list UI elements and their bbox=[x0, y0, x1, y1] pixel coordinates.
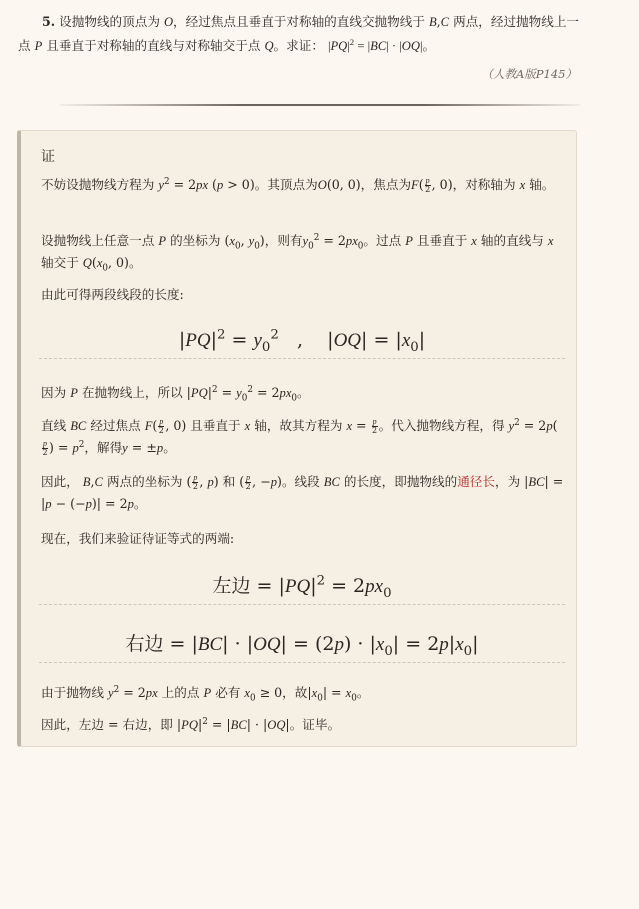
proof-box bbox=[17, 130, 577, 747]
proof-paragraph-2: 设抛物线上任意一点 P 的坐标为 ($x_0$, $y_0$)，则有$y_0^2 = 2px_0$。过点 P 且垂直于 x 轴的直线与 x 轴交于 $Q(x_0$, 0)。 bbox=[41, 232, 554, 274]
proof-paragraph-9: 因此，左边 = 右边，即 $|PQ|^2 = |BC| \cdot |OQ|$。证毕。 bbox=[41, 716, 341, 732]
proof-title: 证 bbox=[41, 149, 55, 165]
problem-text: 。求证： bbox=[273, 38, 324, 53]
proof-paragraph-1: 不妨设抛物线方程为 $y^2 = 2px$ (p > 0)。其顶点为O(0, 0)，焦点为F( $\frac{p}{2}$ , 0)，对称轴为 x 轴。 bbox=[41, 176, 555, 194]
equation-right-side: 右边 = $|BC| \cdot |OQ| = (2p) \cdot |x_0| = 2p|x_0|$ bbox=[39, 629, 565, 663]
equation-left-side: 左边 = $|PQ|^2 = 2px_0$ bbox=[39, 571, 565, 605]
source-citation: （人教A版P145） bbox=[481, 67, 577, 81]
proof-paragraph-8: 由于抛物线 $y^2 = 2px$ 上的点 P 必有 $x_0 \ge 0$，故$|x_0| = x_0$。 bbox=[41, 684, 370, 704]
proof-paragraph-6: 因此， B,C 两点的坐标为 ( $\frac{p}{2}$ , p) 和 ( $\frac{p}{2}$ , −p)。线段 BC 的长度，即抛物线的通径长，为 |BC| = |p − (−p)| = 2p。 bbox=[41, 473, 564, 511]
problem-text: 且垂直于对称轴的直线与对称轴交于点 bbox=[46, 38, 261, 53]
proof-paragraph-3: 由此可得两段线段的长度: bbox=[41, 287, 184, 302]
proof-paragraph-5: 直线 BC 经过焦点 F( $\frac{p}{2}$ , 0) 且垂直于 x 轴，故其方程为 x = $\frac{p}{2}$ 。代入抛物线方程，得 $y^2 = 2p$( $\frac{p}{2}$ ) = $p^2$，解得y = ±p。 bbox=[41, 417, 558, 457]
proof-paragraph-4: 因为 P 在抛物线上，所以 $|PQ|^2 = y_0^2 = 2px_0$。 bbox=[41, 384, 310, 404]
problem-text: 设抛物线的顶点为 bbox=[59, 14, 160, 29]
section-divider bbox=[60, 104, 580, 106]
problem-statement: 5. 设抛物线的顶点为 O，经过焦点且垂直于对称轴的直线交抛物线于 B,C 两点，经过抛物线上一点 P 且垂直于对称轴的直线与对称轴交于点 Q。求证： $|PQ|^2 = |BC| \cdot |OQ|$。 bbox=[18, 14, 580, 53]
proof-paragraph-7: 现在，我们来验证待证等式的两端: bbox=[41, 531, 235, 546]
problem-text: 两点，经过抛物线上一点 bbox=[18, 14, 580, 53]
equation-lengths: $|PQ|^2 = y_0^2$ , $|OQ| = |x_0|$ bbox=[39, 329, 565, 359]
problem-text: ，经过焦点且垂直于对称轴的直线交抛物线于 bbox=[173, 14, 425, 29]
highlighted-term: 通径长 bbox=[457, 474, 495, 489]
problem-number: 5. bbox=[42, 14, 56, 29]
